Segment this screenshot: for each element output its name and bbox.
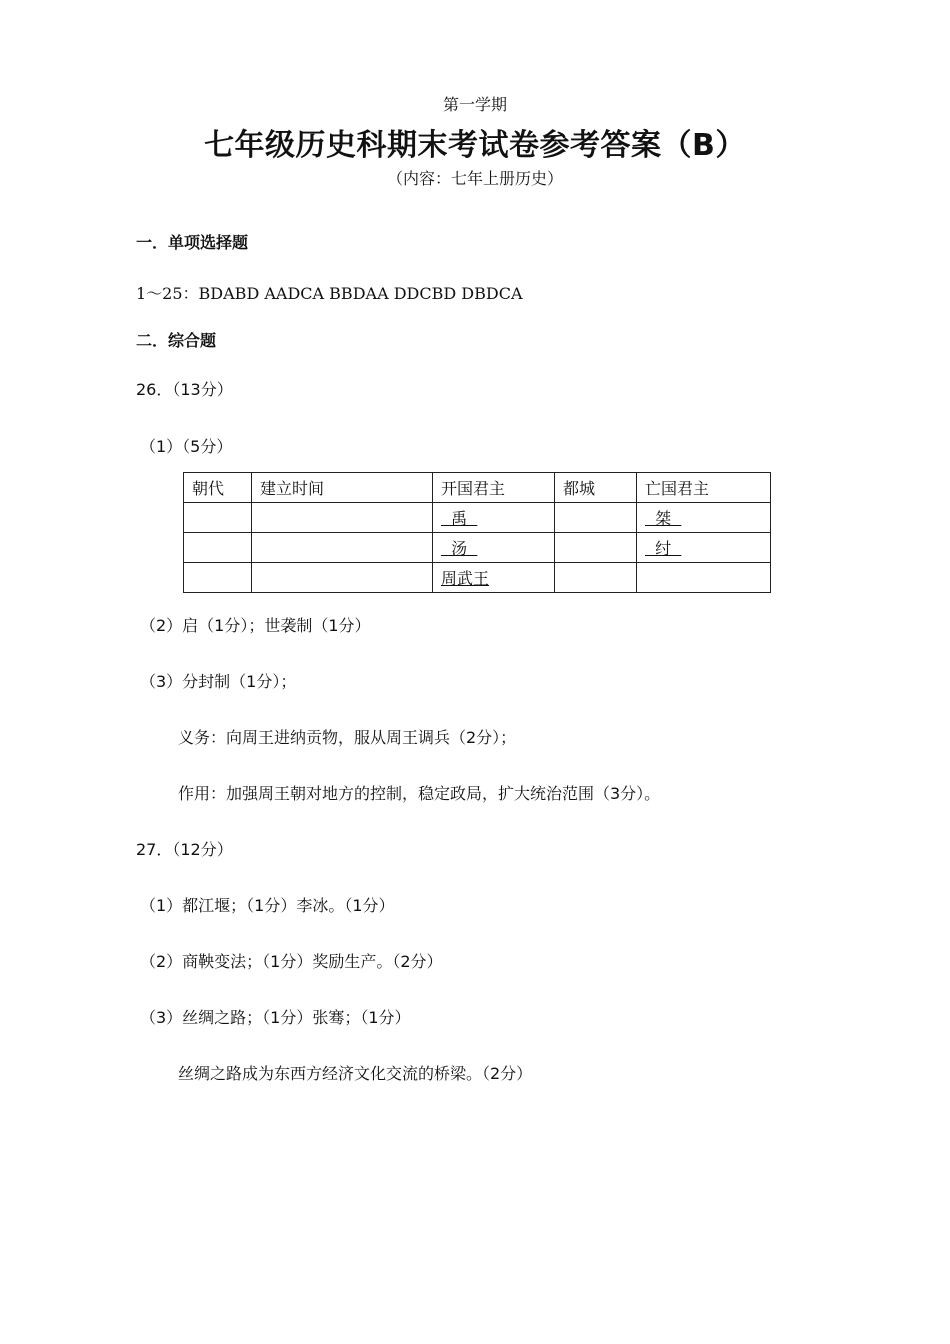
founder-answer: 周武王 — [441, 569, 490, 588]
table-header-cell: 都城 — [555, 473, 637, 503]
last-ruler-answer: 桀 — [645, 509, 682, 528]
table-header-row — [184, 473, 771, 503]
table-cell — [637, 563, 771, 593]
table-cell — [433, 563, 555, 593]
document-subtitle: （内容：七年上册历史） — [386, 169, 563, 188]
table-cell — [433, 503, 555, 533]
table-cell — [252, 503, 433, 533]
section-heading-comprehensive: 二．综合题 — [136, 331, 217, 350]
founder-answer: 汤 — [441, 539, 478, 558]
section-heading-multiple-choice: 一．单项选择题 — [136, 233, 249, 252]
table-cell — [555, 533, 637, 563]
question-27-part-1: （1）都江堰；（1分）李冰。（1分） — [140, 896, 395, 915]
question-27-part-3: （3）丝绸之路；（1分）张骞；（1分） — [140, 1008, 411, 1027]
table-header-cell: 建立时间 — [252, 473, 433, 503]
table-row — [184, 563, 771, 593]
dynasty-table — [183, 472, 771, 593]
question-27-part-2: （2）商鞅变法；（1分）奖励生产。（2分） — [140, 952, 443, 971]
table-cell — [252, 563, 433, 593]
document-title: 七年级历史科期末考试卷参考答案（B） — [204, 128, 746, 163]
question-27-header: 27．（12分） — [136, 840, 233, 859]
term-label: 第一学期 — [442, 95, 507, 114]
table-cell — [637, 503, 771, 533]
table-row — [184, 503, 771, 533]
founder-answer: 禹 — [441, 509, 478, 528]
question-26-duty: 义务：向周王进纳贡物，服从周王调兵（2分）； — [178, 728, 517, 747]
question-27-note: 丝绸之路成为东西方经济文化交流的桥梁。（2分） — [178, 1064, 533, 1083]
table-cell — [184, 563, 252, 593]
question-26-header: 26．（13分） — [136, 380, 233, 399]
table-cell — [184, 503, 252, 533]
table-cell — [184, 533, 252, 563]
multiple-choice-answers: 1～25：BDABD AADCA BBDAA DDCBD DBDCA — [136, 284, 523, 303]
table-header-cell: 朝代 — [184, 473, 252, 503]
question-26-effect: 作用：加强周王朝对地方的控制，稳定政局，扩大统治范围（3分）。 — [178, 784, 661, 803]
table-cell — [555, 563, 637, 593]
question-26-part-3: （3）分封制（1分）； — [140, 672, 297, 691]
table-row — [184, 533, 771, 563]
table-cell — [555, 503, 637, 533]
table-cell — [433, 533, 555, 563]
question-26-part-1: （1）（5分） — [140, 437, 233, 456]
table-cell — [637, 533, 771, 563]
table-header-cell: 亡国君主 — [637, 473, 771, 503]
last-ruler-answer: 纣 — [645, 539, 682, 558]
question-26-part-2: （2）启（1分）；世袭制（1分） — [140, 616, 371, 635]
table-header-cell: 开国君主 — [433, 473, 555, 503]
table-cell — [252, 533, 433, 563]
